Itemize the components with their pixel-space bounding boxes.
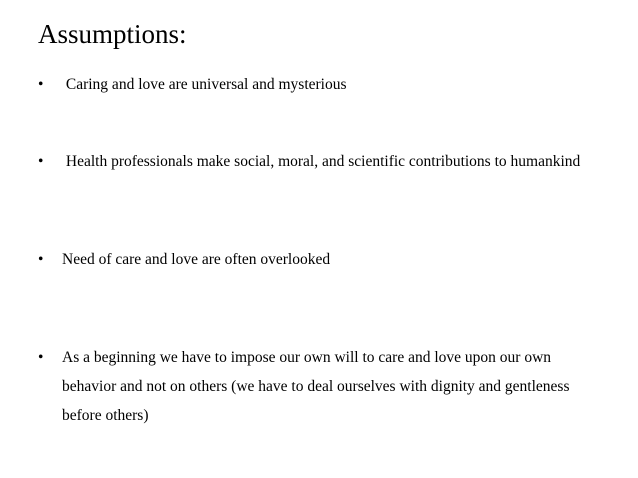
bullet-text: As a beginning we have to impose our own will to care and love upon our own behavior and not on others (we have to deal ourselves with dignity and gentleness before others) xyxy=(62,349,570,424)
bullet-text: Caring and love are universal and mysterious xyxy=(62,76,347,93)
slide-title: Assumptions: xyxy=(38,19,187,49)
bullet-text: Need of care and love are often overlooked xyxy=(62,251,331,268)
bullet-marker: • xyxy=(38,153,44,170)
bullet-marker: • xyxy=(38,76,44,93)
bullet-marker: • xyxy=(38,349,44,366)
bullet-marker: • xyxy=(38,251,44,268)
bullet-text: Health professionals make social, moral, and scientific contributions to humankind xyxy=(62,153,581,170)
